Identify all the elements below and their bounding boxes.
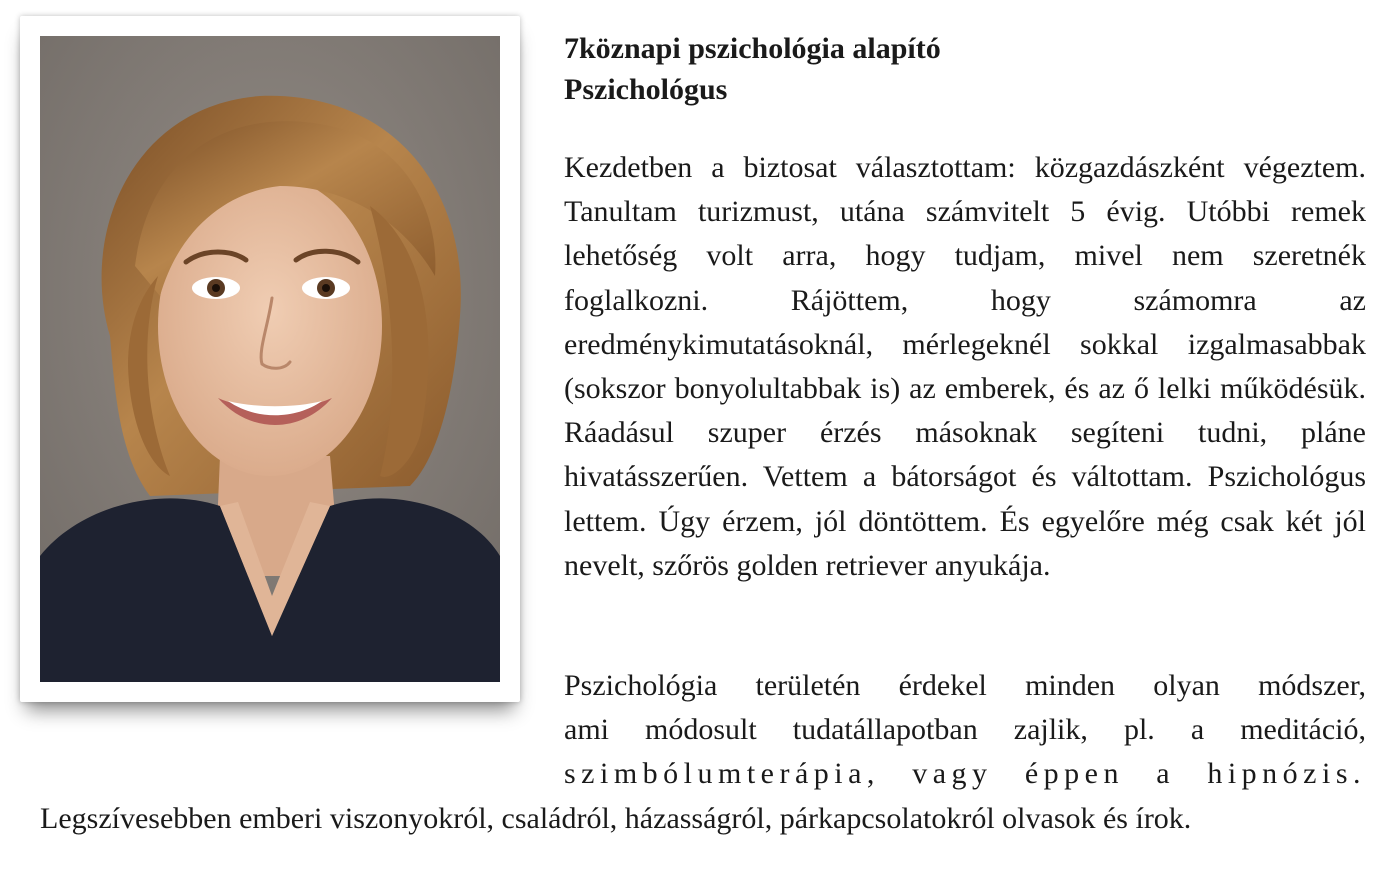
pupil-left	[212, 284, 220, 292]
pupil-right	[322, 284, 330, 292]
paragraph-interests-line-3: szimbólumterápia, vagy éppen a hipnózis.	[564, 757, 1366, 791]
paragraph-interests-line-1: Pszichológia területén érdekel minden olyan módszer,	[564, 669, 1366, 702]
heading-title: 7köznapi pszichológia alapító	[564, 32, 941, 65]
heading-subtitle: Pszichológus	[564, 73, 728, 106]
page-heading	[564, 28, 941, 110]
paragraph-reading: Legszívesebben emberi viszonyokról, családról, házasságról, párkapcsolatokról olvasok és írok.	[40, 802, 1192, 835]
paragraph-interests-line-2: ami módosult tudatállapotban zajlik, pl. a meditáció,	[564, 713, 1366, 747]
photo-frame	[20, 16, 520, 702]
paragraph-intro: Kezdetben a biztosat választottam: közgazdászként végeztem. Tanultam turizmust, utána számvitelt 5 évig. Utóbbi remek lehetőség volt arra, hogy tudjam, mivel nem szeretnék foglalkozni. Rájöttem, hogy számomra az eredménykimutatásoknál, mérlegeknél sokkal izgalmasabbak (sokszor bonyolultabbak is) az emberek, és az ő lelki működésük. Ráadásul szuper érzés másoknak segíteni tudni, pláne hivatásszerűen. Vettem a bátorságot és váltottam. Pszichológus lettem. Úgy érzem, jól döntöttem. És egyelőre még csak két jól nevelt, szőrös golden retriever anyukája.	[564, 151, 1366, 582]
paragraph-interests	[564, 664, 1366, 797]
portrait-illustration	[40, 36, 500, 682]
portrait-photo	[40, 36, 500, 682]
